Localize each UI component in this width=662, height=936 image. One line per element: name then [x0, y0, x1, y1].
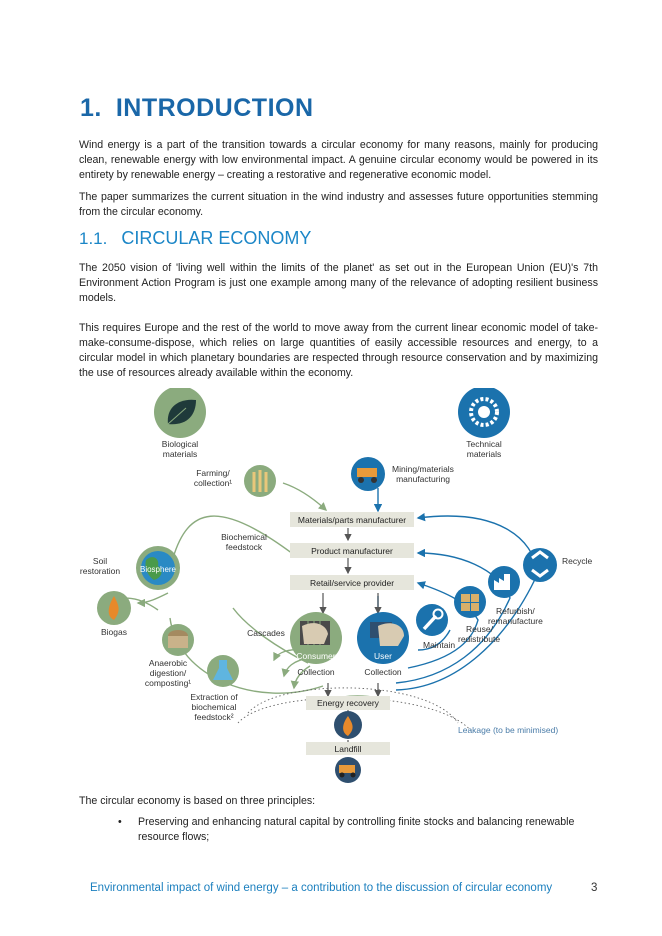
consumer-collection-label: Collection: [297, 667, 335, 677]
biochemical-label-1: Biochemical: [221, 532, 267, 542]
farming-label-2: collection¹: [193, 478, 233, 488]
extraction-label-1: Extraction of: [190, 692, 238, 702]
maintain-label: Maintain: [423, 640, 456, 650]
intro-paragraph-2: The paper summarizes the current situation in the wind industry and assesses future opportunities stemming from the circular economy.: [79, 191, 598, 218]
extraction-label-2: biochemical: [191, 702, 237, 712]
bullet-text: Preserving and enhancing natural capital by controlling finite stocks and balancing renewable resource flows;: [138, 816, 575, 843]
user-collection-label: Collection: [364, 667, 402, 677]
consumer-label: Consumer: [296, 651, 336, 661]
anaerobic-label-3: composting¹: [144, 678, 192, 688]
biogas-label: Biogas: [101, 627, 127, 637]
subheading-number: 1.1.: [79, 229, 108, 248]
biochemical-label-2: feedstock: [225, 542, 263, 552]
product-manufacturer-label: Product manufacturer: [311, 546, 393, 556]
heading-title: INTRODUCTION: [115, 94, 314, 122]
reuse-label-2: redistribute: [458, 634, 501, 644]
bullet-symbol: •: [118, 816, 122, 828]
technical-label-1: Technical: [466, 439, 502, 449]
biological-label-2: materials: [162, 449, 198, 459]
linear-economy-paragraph: This requires Europe and the rest of the world to move away from the current linear economic model of take-make-consume-dispose, which relies on large quantities of easily accessible resources and energy, to a circular model in which planetary boundaries are respected through resource conservation and by maximizing the use of resources already available within the economy.: [79, 322, 598, 379]
retail-label: Retail/service provider: [309, 578, 395, 588]
subsection-heading: [79, 228, 311, 249]
mining-label-1: Mining/materials: [392, 464, 454, 474]
leakage-label: Leakage (to be minimised): [458, 725, 559, 735]
landfill-label: Landfill: [334, 744, 362, 754]
bullet-list: [118, 815, 598, 845]
soil-label-2: restoration: [79, 566, 121, 576]
user-label: User: [374, 651, 392, 661]
principles-intro: The circular economy is based on three principles:: [79, 795, 316, 807]
materials-manufacturer-label: Materials/parts manufacturer: [297, 515, 407, 525]
extraction-label-3: feedstock²: [194, 712, 234, 722]
intro-paragraph-1: Wind energy is a part of the transition towards a circular economy for many reasons, mainly for producing clean, renewable energy with low environmental impact. A genuine circular economy would be powered in its entirety by renewable energy – creating a restorative and regenerative economic model.: [79, 139, 598, 181]
circular-economy-diagram: [78, 388, 598, 788]
section-heading: [80, 94, 314, 123]
vision-paragraph: The 2050 vision of 'living well within the limits of the planet' as set out in the European Union (EU)'s 7th Environment Action Program is just one example among many of the relevance of adopting resilient business models.: [79, 262, 598, 304]
subheading-title: CIRCULAR ECONOMY: [121, 228, 312, 248]
recycle-label: Recycle: [562, 556, 593, 566]
biosphere-label: Biosphere: [139, 565, 177, 574]
anaerobic-label-1: Anaerobic: [148, 658, 188, 668]
energy-recovery-label: Energy recovery: [317, 698, 379, 708]
reuse-label-1: Reuse/: [466, 624, 493, 634]
soil-label-1: Soil: [92, 556, 108, 566]
mining-label-2: manufacturing: [396, 474, 450, 484]
refurbish-label-1: Refurbish/: [496, 606, 535, 616]
footer-title: Environmental impact of wind energy – a contribution to the discussion of circular economy: [90, 882, 553, 894]
heading-number: 1.: [80, 94, 102, 122]
farming-label-1: Farming/: [196, 468, 230, 478]
biological-label-1: Biological: [161, 439, 199, 449]
anaerobic-label-2: digestion/: [149, 668, 187, 678]
refurbish-label-2: remanufacture: [488, 616, 543, 626]
page-number: 3: [591, 882, 598, 894]
technical-label-2: materials: [466, 449, 502, 459]
cascades-label: Cascades: [247, 628, 285, 638]
